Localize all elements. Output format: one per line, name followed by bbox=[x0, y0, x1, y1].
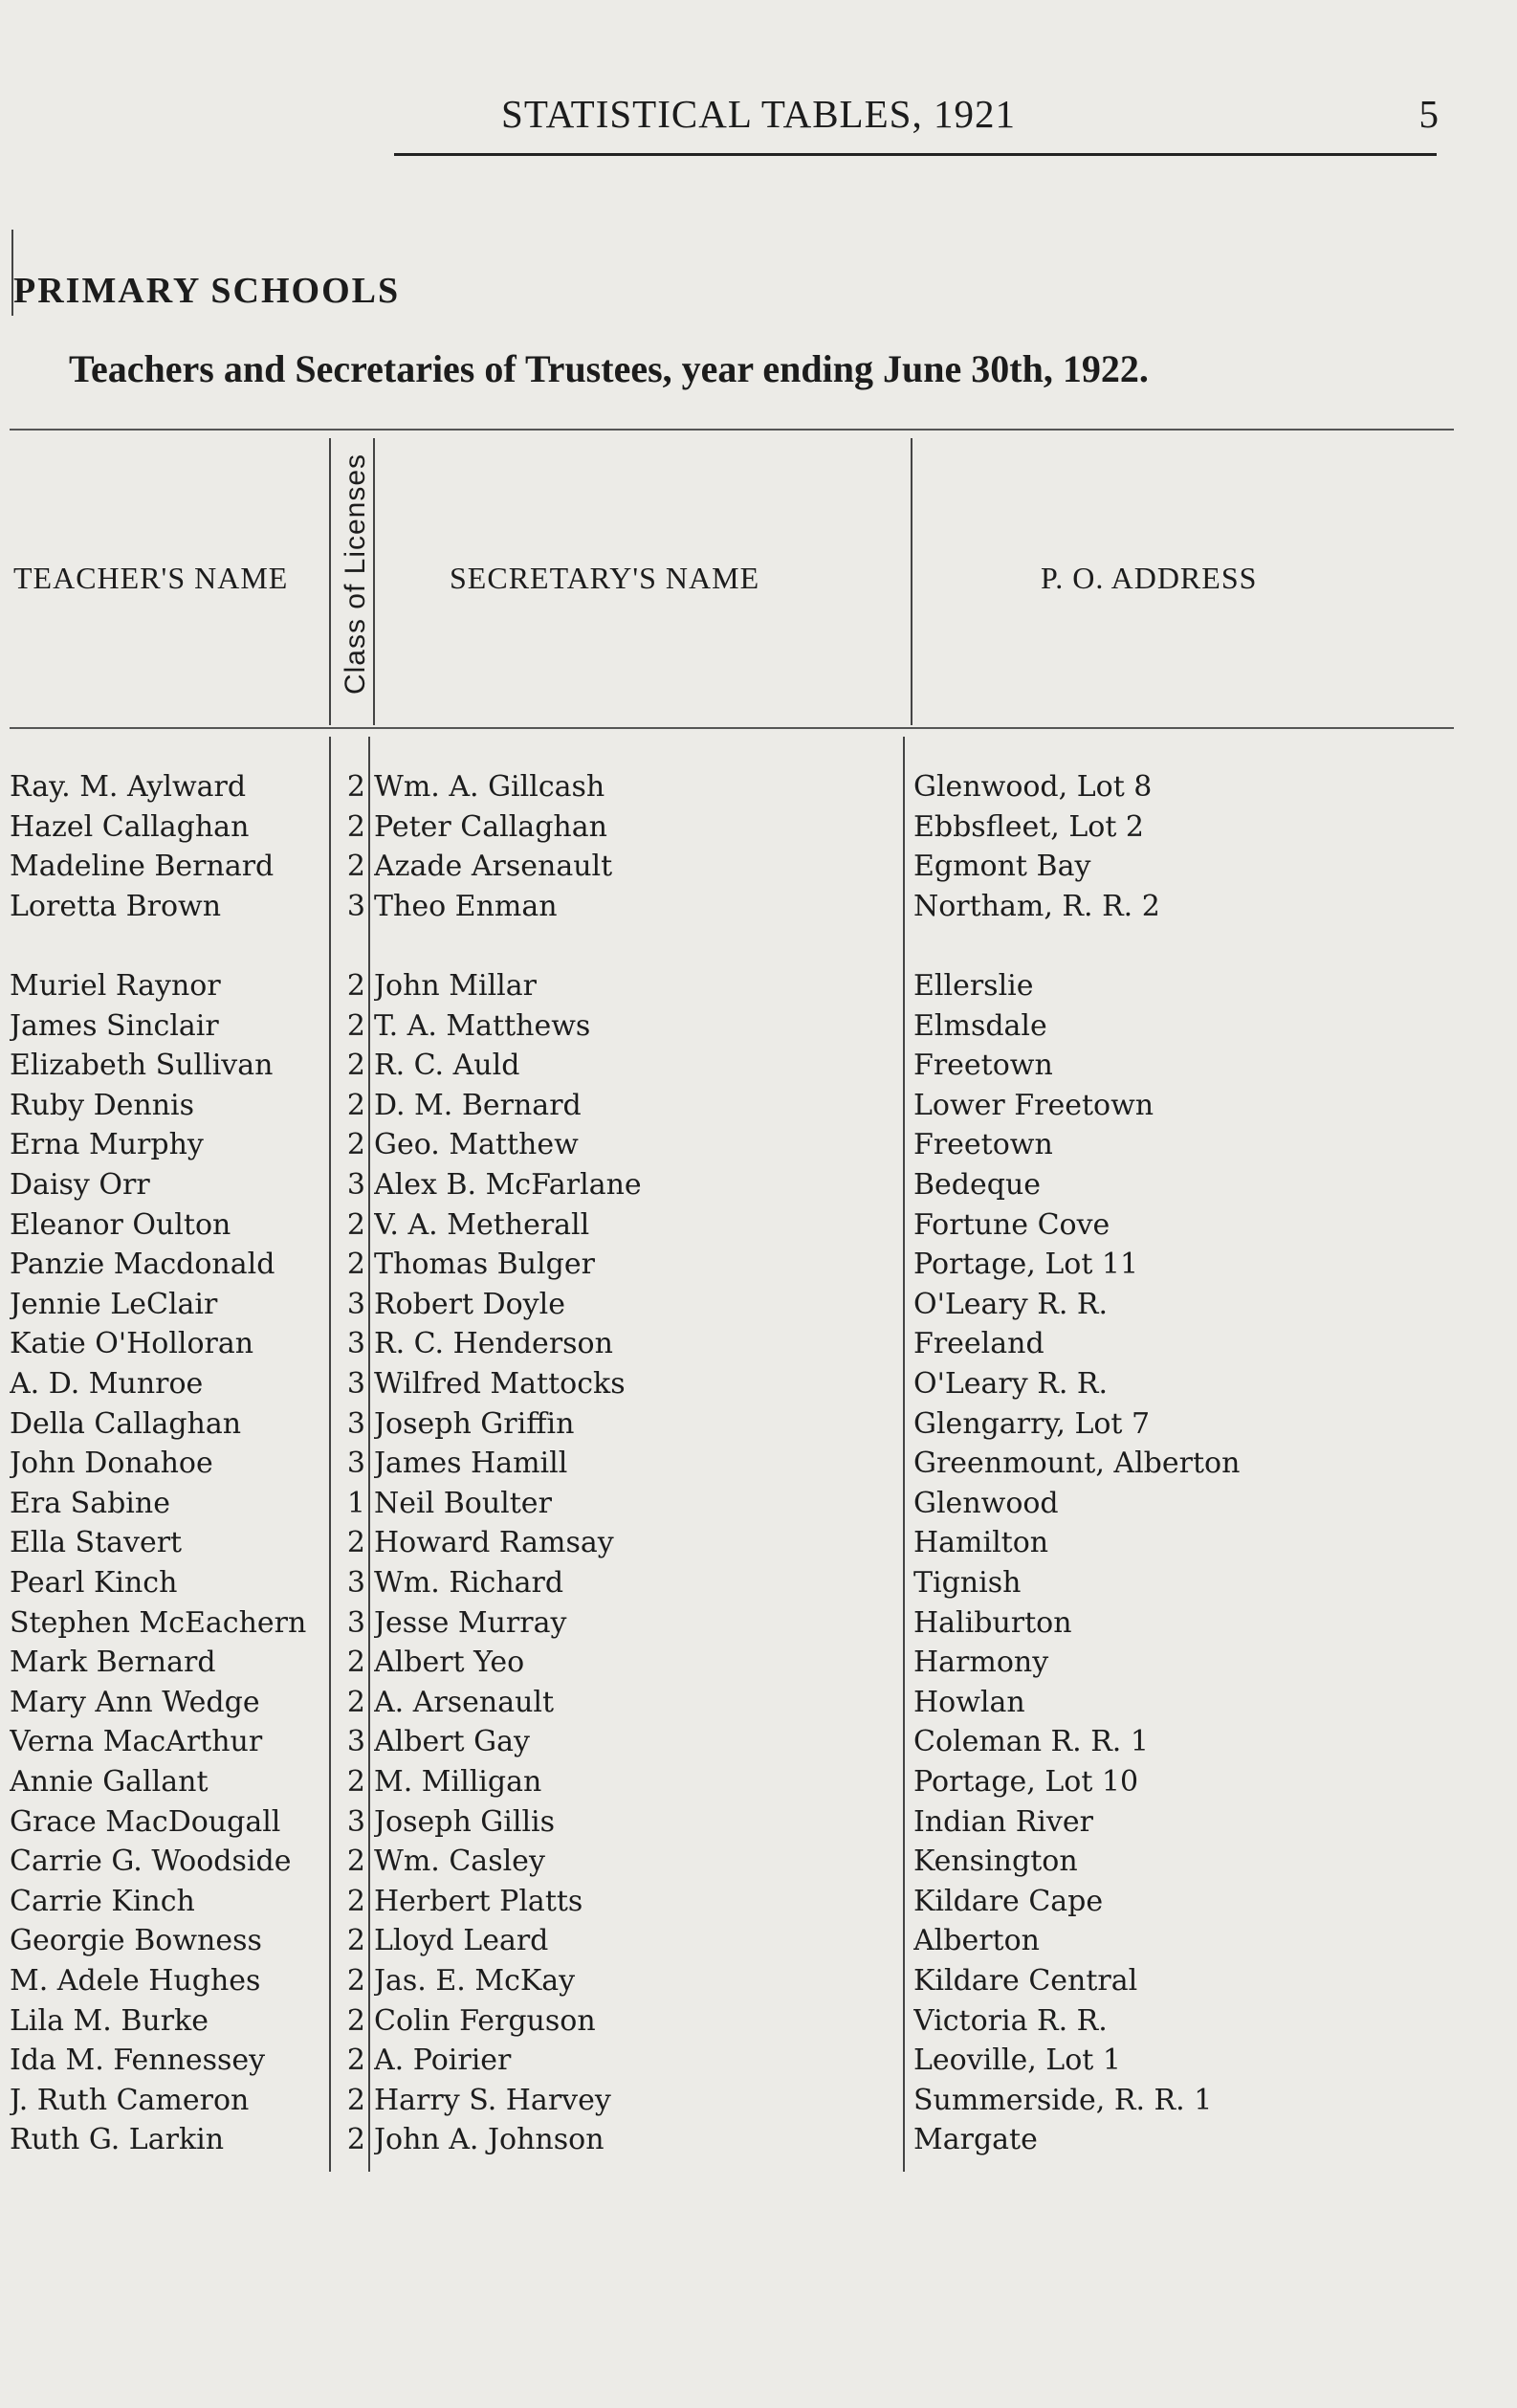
teacher-name: A. D. Munroe bbox=[10, 1367, 204, 1401]
license-class: 2 bbox=[346, 1845, 365, 1879]
secretary-name: Robert Doyle bbox=[374, 1287, 565, 1321]
teacher-name: James Sinclair bbox=[10, 1008, 219, 1043]
secretary-name: Harry S. Harvey bbox=[374, 2083, 611, 2117]
license-class: 3 bbox=[346, 1168, 365, 1202]
license-class: 2 bbox=[346, 1049, 365, 1083]
secretary-name: Peter Callaghan bbox=[374, 809, 607, 844]
license-class: 2 bbox=[346, 1526, 365, 1560]
teacher-name: John Donahoe bbox=[10, 1447, 213, 1481]
po-address: Freetown bbox=[913, 1049, 1053, 1083]
teacher-name: Mary Ann Wedge bbox=[10, 1685, 260, 1719]
license-class: 2 bbox=[346, 969, 365, 1003]
secretary-name: R. C. Auld bbox=[374, 1049, 520, 1083]
secretary-name: Herbert Platts bbox=[374, 1884, 583, 1918]
section-title: PRIMARY SCHOOLS bbox=[13, 271, 401, 311]
page-number: 5 bbox=[1418, 92, 1439, 136]
table-row bbox=[0, 767, 1517, 807]
po-address: Haliburton bbox=[913, 1605, 1072, 1640]
table-row bbox=[0, 1086, 1517, 1126]
license-class: 2 bbox=[346, 1685, 365, 1719]
table-header-bottom-rule bbox=[10, 727, 1454, 729]
license-class: 3 bbox=[346, 889, 365, 923]
class-of-licenses-label: Class of Licenses bbox=[340, 453, 371, 696]
po-address: Glenwood bbox=[913, 1486, 1059, 1520]
teacher-name: Ella Stavert bbox=[10, 1526, 183, 1560]
secretary-name: Colin Ferguson bbox=[374, 2003, 596, 2038]
po-address: Harmony bbox=[913, 1646, 1049, 1680]
po-address: Egmont Bay bbox=[913, 850, 1091, 884]
license-class: 2 bbox=[346, 1008, 365, 1043]
license-class: 3 bbox=[346, 1605, 365, 1640]
secretary-name: M. Milligan bbox=[374, 1765, 542, 1799]
license-class: 2 bbox=[346, 1248, 365, 1282]
license-class: 3 bbox=[346, 1447, 365, 1481]
teacher-name: Carrie G. Woodside bbox=[10, 1845, 292, 1879]
license-class: 3 bbox=[346, 1406, 365, 1441]
class-of-licenses-header bbox=[337, 440, 375, 708]
secretary-name: V. A. Metherall bbox=[374, 1207, 590, 1242]
teacher-name: Elizabeth Sullivan bbox=[10, 1049, 274, 1083]
po-address: Leoville, Lot 1 bbox=[913, 2043, 1121, 2078]
secretary-name: T. A. Matthews bbox=[374, 1008, 591, 1043]
secretary-name: Howard Ramsay bbox=[374, 1526, 614, 1560]
license-class: 3 bbox=[346, 1804, 365, 1839]
po-address: Northam, R. R. 2 bbox=[913, 889, 1160, 923]
po-address: Greenmount, Alberton bbox=[913, 1447, 1241, 1481]
table-row bbox=[0, 1921, 1517, 1961]
teacher-name: Era Sabine bbox=[10, 1486, 170, 1520]
table-row bbox=[0, 1165, 1517, 1205]
table-row bbox=[0, 1523, 1517, 1563]
po-address: Alberton bbox=[913, 1924, 1040, 1958]
teacher-name: Grace MacDougall bbox=[10, 1804, 281, 1839]
table-row bbox=[0, 1245, 1517, 1285]
secretary-name: Joseph Gillis bbox=[374, 1804, 556, 1839]
teacher-name: Erna Murphy bbox=[10, 1128, 204, 1162]
po-address: Indian River bbox=[913, 1804, 1093, 1839]
license-class: 2 bbox=[346, 770, 365, 804]
license-class: 2 bbox=[346, 809, 365, 844]
license-class: 3 bbox=[346, 1287, 365, 1321]
po-address: Margate bbox=[913, 2123, 1038, 2157]
license-class: 2 bbox=[346, 2043, 365, 2078]
license-class: 2 bbox=[346, 850, 365, 884]
secretary-name: Joseph Griffin bbox=[374, 1406, 575, 1441]
po-address: Tignish bbox=[913, 1566, 1022, 1600]
table-row bbox=[0, 847, 1517, 887]
secretary-name: A. Poirier bbox=[374, 2043, 512, 2078]
table-subtitle: Teachers and Secretaries of Trustees, year ending June 30th, 1922. bbox=[69, 347, 1149, 390]
license-class: 2 bbox=[346, 2123, 365, 2157]
header-rule bbox=[394, 153, 1437, 156]
po-address: Fortune Cove bbox=[913, 1207, 1110, 1242]
secretary-name: Azade Arsenault bbox=[374, 850, 613, 884]
teacher-name: Verna MacArthur bbox=[10, 1725, 263, 1759]
teacher-name: Annie Gallant bbox=[10, 1765, 209, 1799]
table-row bbox=[0, 1882, 1517, 1922]
table-row bbox=[0, 2081, 1517, 2121]
table-row bbox=[0, 887, 1517, 927]
secretary-name: Wm. Richard bbox=[374, 1566, 564, 1600]
teacher-name: Pearl Kinch bbox=[10, 1566, 178, 1600]
teacher-name: M. Adele Hughes bbox=[10, 1964, 261, 1998]
license-class: 2 bbox=[346, 1207, 365, 1242]
running-header bbox=[0, 91, 1517, 148]
table-row bbox=[0, 2120, 1517, 2160]
table-row bbox=[0, 1603, 1517, 1644]
teacher-name: Madeline Bernard bbox=[10, 850, 275, 884]
po-address: Kildare Central bbox=[913, 1964, 1138, 1998]
license-class: 2 bbox=[346, 1088, 365, 1122]
table-row bbox=[0, 807, 1517, 848]
po-address: Elmsdale bbox=[913, 1008, 1047, 1043]
secretary-name: Wm. A. Gillcash bbox=[374, 770, 605, 804]
po-address: Glengarry, Lot 7 bbox=[913, 1406, 1151, 1441]
table-row bbox=[0, 1683, 1517, 1723]
secretary-name: Alex B. McFarlane bbox=[374, 1168, 642, 1202]
secretary-name: A. Arsenault bbox=[374, 1685, 555, 1719]
po-address: Summerside, R. R. 1 bbox=[913, 2083, 1213, 2117]
table-row bbox=[0, 1643, 1517, 1683]
secretary-name: R. C. Henderson bbox=[374, 1327, 613, 1361]
license-class: 3 bbox=[346, 1367, 365, 1401]
secretary-name: Wm. Casley bbox=[374, 1845, 545, 1879]
secretary-name: John A. Johnson bbox=[374, 2123, 605, 2157]
teacher-name: Ida M. Fennessey bbox=[10, 2043, 266, 2078]
table-row bbox=[0, 1444, 1517, 1484]
teacher-name: Mark Bernard bbox=[10, 1646, 216, 1680]
table-row bbox=[0, 1205, 1517, 1246]
table-row bbox=[0, 1762, 1517, 1802]
license-class: 2 bbox=[346, 1765, 365, 1799]
teacher-name-header: TEACHER'S NAME bbox=[13, 561, 289, 595]
table-row bbox=[0, 1285, 1517, 1325]
teacher-name: Stephen McEachern bbox=[10, 1605, 307, 1640]
po-address: Victoria R. R. bbox=[913, 2003, 1108, 2038]
table-row bbox=[0, 1006, 1517, 1047]
secretary-name: Theo Enman bbox=[374, 889, 558, 923]
teacher-name: Ruby Dennis bbox=[10, 1088, 195, 1122]
secretary-name: D. M. Bernard bbox=[374, 1088, 582, 1122]
po-address: Lower Freetown bbox=[913, 1088, 1154, 1122]
license-class: 3 bbox=[346, 1725, 365, 1759]
table-row bbox=[0, 2041, 1517, 2081]
column-divider bbox=[911, 438, 912, 725]
po-address: Kensington bbox=[913, 1845, 1078, 1879]
license-class: 2 bbox=[346, 1884, 365, 1918]
secretary-name: James Hamill bbox=[374, 1447, 568, 1481]
teacher-name: Katie O'Holloran bbox=[10, 1327, 254, 1361]
teacher-name: Carrie Kinch bbox=[10, 1884, 195, 1918]
po-address: Kildare Cape bbox=[913, 1884, 1104, 1918]
secretary-name: Geo. Matthew bbox=[374, 1128, 579, 1162]
secretary-name: Thomas Bulger bbox=[374, 1248, 595, 1282]
table-row bbox=[0, 1802, 1517, 1843]
table-row bbox=[0, 1842, 1517, 1882]
secretary-name: Albert Gay bbox=[374, 1725, 530, 1759]
license-class: 3 bbox=[346, 1566, 365, 1600]
po-address: O'Leary R. R. bbox=[913, 1287, 1109, 1321]
running-title: STATISTICAL TABLES, 1921 bbox=[501, 92, 1016, 136]
po-address: Portage, Lot 10 bbox=[913, 1765, 1139, 1799]
po-address: Coleman R. R. 1 bbox=[913, 1725, 1149, 1759]
teacher-name: Loretta Brown bbox=[10, 889, 222, 923]
license-class: 3 bbox=[346, 1327, 365, 1361]
table-row bbox=[0, 966, 1517, 1006]
teacher-name: J. Ruth Cameron bbox=[10, 2083, 250, 2117]
teacher-name: Georgie Bowness bbox=[10, 1924, 262, 1958]
po-address: Ebbsfleet, Lot 2 bbox=[913, 809, 1145, 844]
po-address: Howlan bbox=[913, 1685, 1025, 1719]
license-class: 2 bbox=[346, 2083, 365, 2117]
license-class: 2 bbox=[346, 1964, 365, 1998]
teacher-name: Eleanor Oulton bbox=[10, 1207, 231, 1242]
table-row bbox=[0, 1722, 1517, 1762]
table-row bbox=[0, 1563, 1517, 1603]
po-address: Hamilton bbox=[913, 1526, 1049, 1560]
teacher-name: Jennie LeClair bbox=[10, 1287, 218, 1321]
secretary-name-header: SECRETARY'S NAME bbox=[450, 561, 760, 595]
secretary-name: Wilfred Mattocks bbox=[374, 1367, 626, 1401]
teacher-name: Ray. M. Aylward bbox=[10, 770, 247, 804]
secretary-name: Jesse Murray bbox=[374, 1605, 567, 1640]
secretary-name: Lloyd Leard bbox=[374, 1924, 549, 1958]
table-row bbox=[0, 1125, 1517, 1165]
table-row bbox=[0, 1046, 1517, 1086]
table-row bbox=[0, 1961, 1517, 2001]
teacher-name: Della Callaghan bbox=[10, 1406, 242, 1441]
table-row bbox=[0, 1364, 1517, 1404]
table-row bbox=[0, 1404, 1517, 1445]
po-address: Freetown bbox=[913, 1128, 1053, 1162]
license-class: 2 bbox=[346, 1924, 365, 1958]
teacher-name: Ruth G. Larkin bbox=[10, 2123, 225, 2157]
po-address: Portage, Lot 11 bbox=[913, 1248, 1139, 1282]
po-address: Bedeque bbox=[913, 1168, 1042, 1202]
table-row bbox=[0, 1324, 1517, 1364]
column-divider bbox=[329, 438, 331, 725]
po-address: O'Leary R. R. bbox=[913, 1367, 1109, 1401]
teacher-name: Muriel Raynor bbox=[10, 969, 221, 1003]
license-class: 2 bbox=[346, 2003, 365, 2038]
table-row bbox=[0, 1484, 1517, 1524]
teacher-name: Daisy Orr bbox=[10, 1168, 150, 1202]
license-class: 1 bbox=[346, 1486, 365, 1520]
secretary-name: Albert Yeo bbox=[374, 1646, 525, 1680]
teacher-name: Lila M. Burke bbox=[10, 2003, 209, 2038]
secretary-name: Neil Boulter bbox=[374, 1486, 552, 1520]
license-class: 2 bbox=[346, 1646, 365, 1680]
po-address: Freeland bbox=[913, 1327, 1044, 1361]
teacher-name: Panzie Macdonald bbox=[10, 1248, 275, 1282]
po-address-header: P. O. ADDRESS bbox=[1041, 561, 1258, 595]
po-address: Glenwood, Lot 8 bbox=[913, 770, 1153, 804]
po-address: Ellerslie bbox=[913, 969, 1034, 1003]
secretary-name: John Millar bbox=[374, 969, 537, 1003]
table-row bbox=[0, 2001, 1517, 2042]
license-class: 2 bbox=[346, 1128, 365, 1162]
teacher-name: Hazel Callaghan bbox=[10, 809, 250, 844]
table-top-rule bbox=[10, 429, 1454, 431]
secretary-name: Jas. E. McKay bbox=[374, 1964, 576, 1998]
